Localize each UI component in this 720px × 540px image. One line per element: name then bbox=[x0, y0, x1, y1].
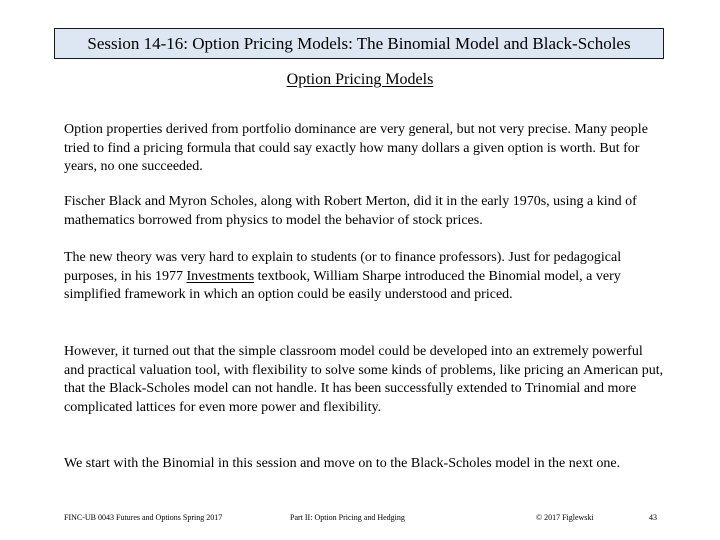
paragraph-binomial-origin-start: The new theory was very hard to explain to students (or to finance professors). Just for pedagogical purposes, in his 1977 bbox=[64, 250, 622, 284]
paragraph-binomial-power: However, it turned out that the simple classroom model could be developed into an extremely powerful and practical valuation tool, with flexibility to solve some kinds of problems, like pricing an American put, that the Black-Scholes model can not handle. It has been successfully extended to Trinomial and more complicated lattices for even more power and flexibility. bbox=[64, 344, 664, 415]
paragraph-session-plan: We start with the Binomial in this session and move on to the Black-Scholes model in the next one. bbox=[64, 456, 621, 471]
footer-page-number: 43 bbox=[649, 513, 657, 522]
paragraph-black-scholes-history: Fischer Black and Myron Scholes, along with Robert Merton, did it in the early 1970s, using a kind of mathematics borrowed from physics to model the behavior of stock prices. bbox=[64, 194, 637, 228]
paragraph-binomial-origin-end: textbook, William Sharpe introduced the Binomial model, a very simplified framework in which an option could be easily understood and priced. bbox=[64, 268, 621, 302]
book-title-investments: Investments bbox=[186, 268, 255, 284]
slide-header bbox=[54, 28, 664, 59]
paragraph-binomial-origin bbox=[64, 249, 664, 305]
footer-course: FINC-UB 0043 Futures and Options Spring 2017 bbox=[64, 513, 223, 522]
footer-part: Part II: Option Pricing and Hedging bbox=[290, 513, 405, 522]
footer-copyright: © 2017 Figlewski bbox=[536, 513, 594, 522]
section-heading-text: Option Pricing Models bbox=[286, 71, 434, 88]
slide-title: Session 14-16: Option Pricing Models: The Binomial Model and Black-Scholes bbox=[87, 34, 631, 53]
paragraph-portfolio-dominance: Option properties derived from portfolio dominance are very general, but not very precise. Many people tried to find a pricing formula that could say exactly how many dollars a given option is worth. But for years, no one succeeded. bbox=[64, 122, 648, 174]
section-heading bbox=[0, 70, 720, 90]
